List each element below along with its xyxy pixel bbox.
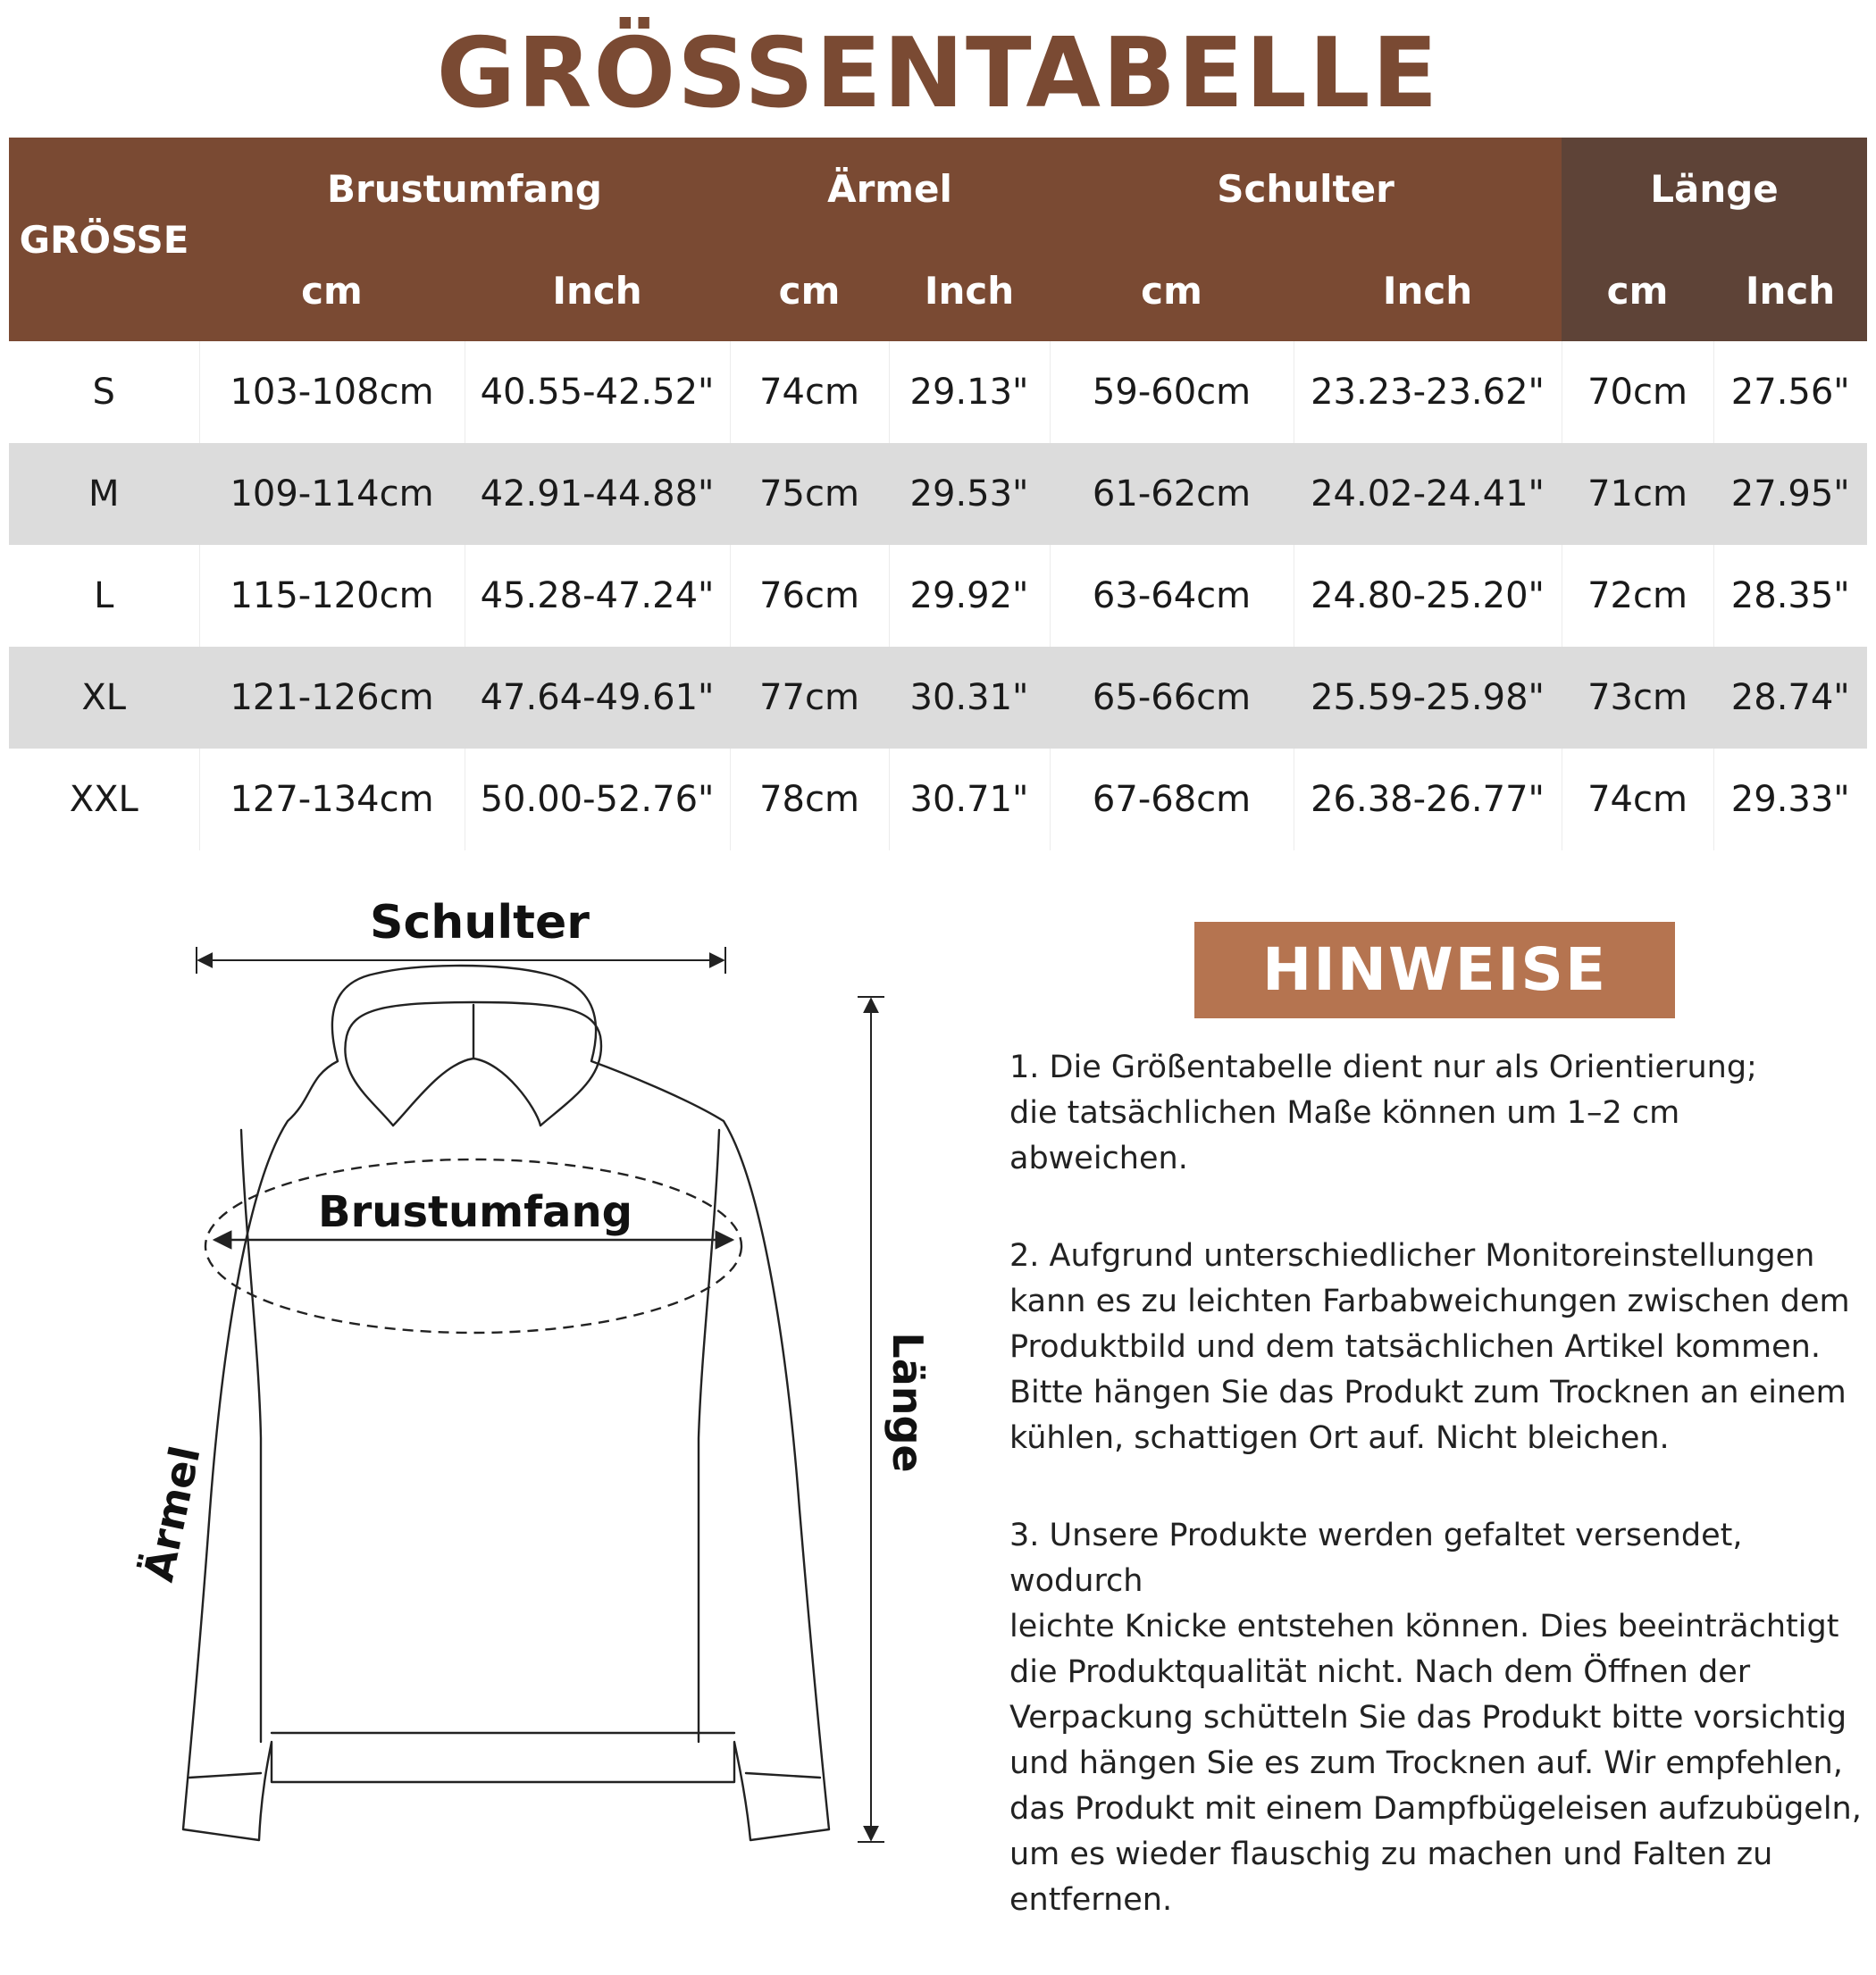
table-cell: 65-66cm xyxy=(1050,647,1294,749)
table-cell: 30.71" xyxy=(889,749,1050,850)
table-cell: 70cm xyxy=(1562,341,1713,443)
table-cell: 28.74" xyxy=(1713,647,1867,749)
table-cell: 45.28-47.24" xyxy=(465,545,730,647)
table-cell: 29.92" xyxy=(889,545,1050,647)
table-cell: 72cm xyxy=(1562,545,1713,647)
unit-header: cm xyxy=(199,239,465,341)
size-column-header: GRÖSSE xyxy=(9,138,199,341)
unit-header: cm xyxy=(1050,239,1294,341)
table-cell: 29.33" xyxy=(1730,779,1850,820)
unit-header: Inch xyxy=(1294,239,1562,341)
table-cell: 74cm xyxy=(730,341,889,443)
table-row xyxy=(9,647,1867,749)
chest-measure-ellipse xyxy=(205,1159,741,1333)
chest-header: Brustumfang xyxy=(199,138,730,239)
length-header: Länge xyxy=(1562,138,1867,239)
table-row xyxy=(9,443,1867,545)
hood-lining-line xyxy=(393,1059,540,1126)
hoodie-outline xyxy=(183,966,829,1840)
table-cell: 24.80-25.20" xyxy=(1294,545,1562,647)
table-row xyxy=(9,341,1867,443)
chest-label: Brustumfang xyxy=(318,1187,632,1237)
unit-header: cm xyxy=(730,239,889,341)
page-title: GRÖSSENTABELLE xyxy=(436,18,1440,130)
table-cell: 78cm xyxy=(730,749,889,850)
table-cell: 77cm xyxy=(730,647,889,749)
note-item: 1. Die Größentabelle dient nur als Orientierung; die tatsächlichen Maße können um 1–2 cm abweichen. xyxy=(1009,1050,1757,1176)
table-cell: 59-60cm xyxy=(1050,341,1294,443)
size-cell: XXL xyxy=(9,749,199,850)
table-cell: 109-114cm xyxy=(199,443,465,545)
table-cell: 75cm xyxy=(730,443,889,545)
table-cell: 24.02-24.41" xyxy=(1294,443,1562,545)
table-cell: 25.59-25.98" xyxy=(1294,647,1562,749)
table-cell: 42.91-44.88" xyxy=(465,443,730,545)
unit-header: Inch xyxy=(1713,239,1867,341)
table-cell: 50.00-52.76" xyxy=(465,749,730,850)
unit-header: cm xyxy=(1562,239,1713,341)
sleeve-label: Ärmel xyxy=(134,1442,210,1586)
armhole-seam xyxy=(699,1130,719,1742)
table-cell: 29.53" xyxy=(889,443,1050,545)
shoulder-header: Schulter xyxy=(1050,138,1562,239)
table-row xyxy=(9,545,1867,647)
table-cell: 121-126cm xyxy=(199,647,465,749)
table-cell: 27.56" xyxy=(1730,372,1850,413)
table-cell: 30.31" xyxy=(889,647,1050,749)
table-cell: 115-120cm xyxy=(199,545,465,647)
size-cell: L xyxy=(9,545,199,647)
size-table xyxy=(9,138,1867,850)
table-cell: 73cm xyxy=(1562,647,1713,749)
table-cell: 76cm xyxy=(730,545,889,647)
table-row xyxy=(9,749,1867,850)
shoulder-label: Schulter xyxy=(370,896,590,950)
cuff-seam xyxy=(189,1773,261,1778)
table-cell: 23.23-23.62" xyxy=(1294,341,1562,443)
table-cell: 127-134cm xyxy=(199,749,465,850)
table-cell: 27.95" xyxy=(1713,443,1867,545)
note-item: 2. Aufgrund unterschiedlicher Monitoreinstellungen kann es zu leichten Farbabweichungen zwischen dem Produktbild und dem tatsächlichen Artikel kommen. Bitte hängen Sie das Produkt zum Trocknen an einem kühlen, schattigen Ort auf. Nicht bleichen. xyxy=(1009,1238,1850,1456)
table-cell: 67-68cm xyxy=(1050,749,1294,850)
cuff-seam xyxy=(746,1773,820,1778)
size-cell: XL xyxy=(9,647,199,749)
size-cell: S xyxy=(9,341,199,443)
size-cell: M xyxy=(9,443,199,545)
table-cell: 71cm xyxy=(1562,443,1713,545)
notes-header: HINWEISE xyxy=(1194,922,1675,1018)
hoodie-measurement-diagram xyxy=(0,884,983,1876)
table-cell: 74cm xyxy=(1562,749,1713,850)
table-cell: 40.55-42.52" xyxy=(465,341,730,443)
table-cell: 28.35" xyxy=(1730,575,1850,616)
table-cell: 61-62cm xyxy=(1050,443,1294,545)
unit-header: Inch xyxy=(465,239,730,341)
table-cell: 29.13" xyxy=(889,341,1050,443)
note-item: 3. Unsere Produkte werden gefaltet versendet, wodurch leichte Knicke entstehen können. Dies beeinträchtigt die Produktqualität nicht. Nach dem Öffnen der Verpackung schütteln Sie das Produkt bitte vorsichtig und hängen Sie es zum Trocknen auf. Wir empfehlen, das Produkt mit einem Dampfbügeleisen aufzubügeln, um es wieder flauschig zu machen und Falten zu entfernen. xyxy=(1009,1518,1862,1918)
table-cell: 26.38-26.77" xyxy=(1294,749,1562,850)
table-cell: 103-108cm xyxy=(199,341,465,443)
length-label: Länge xyxy=(884,1332,932,1473)
notes-list xyxy=(1009,1045,1867,1975)
table-cell: 47.64-49.61" xyxy=(465,647,730,749)
unit-header: Inch xyxy=(889,239,1050,341)
sleeve-header: Ärmel xyxy=(730,138,1050,239)
table-cell: 63-64cm xyxy=(1050,545,1294,647)
